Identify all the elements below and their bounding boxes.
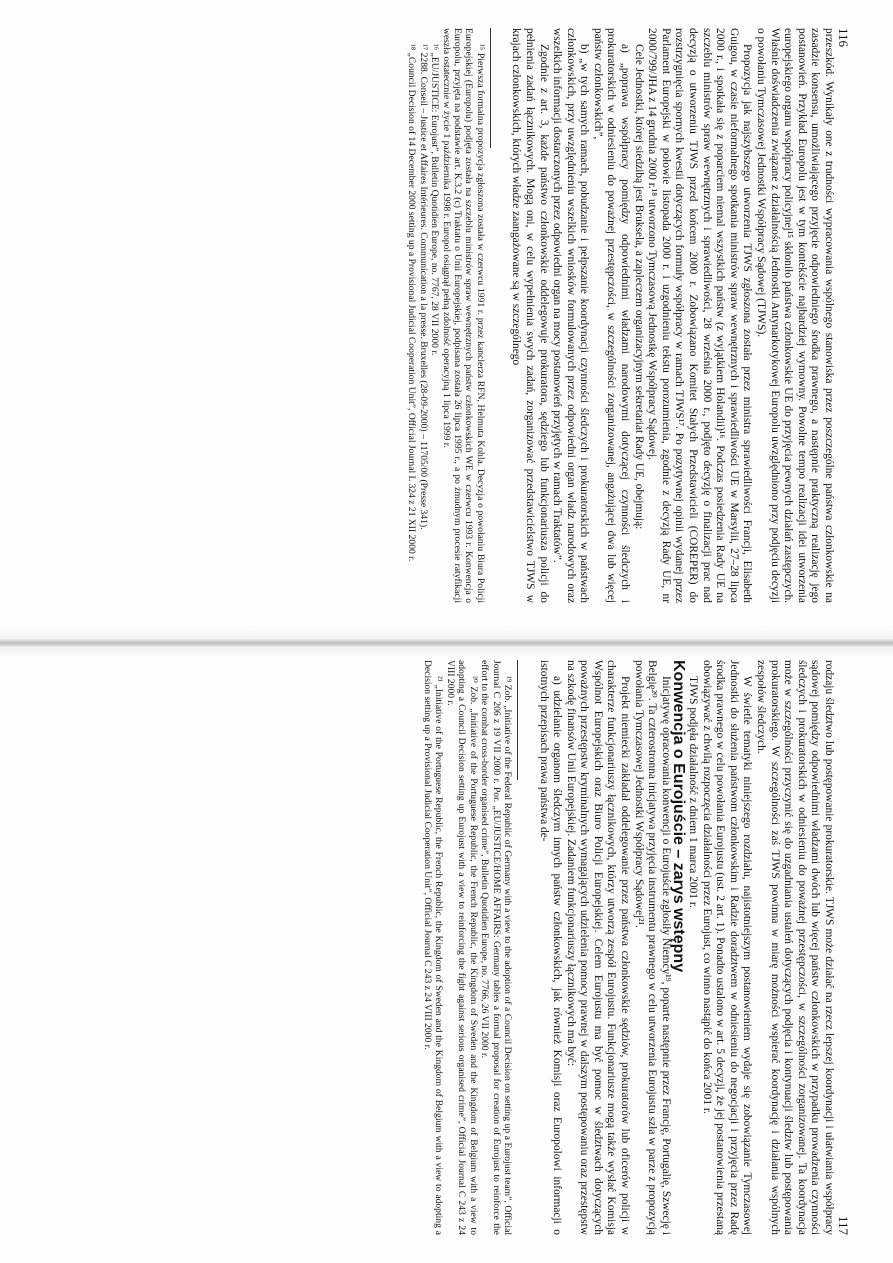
paragraph: rodzaju śledztwo lub postępowanie prokuratorskie. TJWS może działać na rzecz lepszej koordynacji i ułatwiania współpracy sądowej pomiędzy odpowiednimi władzami dwóch lub więcej państw członkowskich w przypadku prowadzenia czynności śledczych i prokuratorskich w odniesieniu do poważnej przestępczości, w szczególności zorganizowanej. Ta koordynacja może w szczególności przyczynić się do uzgadniania ustaleń dotyczących podjęcia i kontynuacji śledztw lub postępowania prokuratorskiego. W szczególności zaś TJWS powinna w miarę możności wspierać koordynację i działania wspólnych zespołów śledczych. xyxy=(755,660,835,1235)
paragraph: Projekt niemiecki zakładał oddelegowanie przez państwa członkowskie sędziów, prokuratorów lub oficerów policji w charakterze funkcjonariuszy łącznikowych, którzy utworzą zespół Eurojustu. Funkcjonariusze mogą także wysłać Komisja Wspólnot Europejskich oraz Biuro Policji Europejskiej. Celem Eurojustu ma być pomoc w śledztwach dotyczących poważnych przestępstw kryminalnych wymagających udzielenia pomocy prawnej w dalszym postępowaniu oraz przestępstw na szkodę finansów Unii Europejskiej. Zadaniem funkcjonariuszy łącznikowych ma być: xyxy=(564,660,632,1235)
paragraph: TJWS podjęła działalność z dniem 1 marca 2001 r. xyxy=(687,676,700,908)
paragraph: a) udzielanie organom śledczym innych państw członkowskich, jak również Komisji oraz Europolowi informacji o istotnych przepisach prawa państwa de- xyxy=(537,660,564,1235)
section-heading: Konwencja o Eurojuście – zarys wstępny xyxy=(670,660,688,973)
paragraph: Zgodnie z art. 3, każde państwo członkowskie oddelegowuje prokuratora, sędziego lub funkcjonariusza policji do pełnienia zadań łącznikowych. Mogą oni, w celu wypełnienia swych zadań, zorganizować przedstawicielstwo TJWS w krajach członkowskich, których władze zaangażowane są w szczególnego xyxy=(510,28,550,603)
paragraph: Cele Jednostki, której siedzibą jest Bruksela, a zapleczem organizacyjnym sekretariat Rady UE, obejmują: xyxy=(632,44,645,530)
footnote-divider xyxy=(490,28,491,148)
paragraph: przeszkód. Wynikały one z trudności wypracowania wspólnego stanowiska przez poszczególne państwa członkowskie na zasadzie konsensu, umożliwiającego przyjęcie odpowiedniego środka prawnego, a następnie praktyczną realizację jego postanowień. Przykład Europolu jest w tym kontekście najbardziej wymowny. Powolne tempo realizacji idei utworzenia europejskiego organu współpracy policyjnej¹⁵ skłoniło państwa członkowskie UE do przyjęcia pewnych działań zastępczych. Właśnie doświadczenia związane z działalnością Jednostki Antynarkotykowej Europolu uwzględniono przy podjęciu decyzji o powołaniu Tymczasowej Jednostki Współpracy Sądowej (TJWS). xyxy=(755,28,835,603)
footnote: ¹⁵ Pierwsza formalna propozycja zgłoszona została w czerwcu 1991 r. przez kanclerza RFN, Helmuta Kohla. Decyzja o powołaniu Biura Policji Europejskiej (Europolu) podjęta została na szczeblu ministrów spraw wewnętrznych państw członkowskich WE w czerwcu 1993 r. Konwencja o Europolu, przyjęta na podstawie art. K.3.2 (c) Traktatu o Unii Europejskiej, podpisana została 26 lipca 1995 r., a po żmudnym procesie ratyfikacji weszła ostatecznie w życie 1 października 1998 r. Europol osiągnął pełną zdolność operacyjną 1 lipca 1999 r. xyxy=(440,28,486,603)
footnote: ²⁰ Zob. „Initiative of the Portuguese Republic, the French Republic, the Kingdom of Sweden and the Kingdom of Belgium with a view to adopting a Council Decision setting up Eurojust with a view to reinforcing the fight against serious organised crime”, Official Journal C 243 z 24 VIII 2000 r. xyxy=(444,660,479,1235)
page-number-right: 117 xyxy=(836,1215,851,1235)
paragraph: Propozycja jak najszybszego utworzenia TJWS zgłoszona została przez ministra sprawiedliwości Francji, Elisabeth Guigou, w czasie nieformalnego spotkania ministrów spraw wewnętrznych i sprawiedliwości UE w Marsylii, 27–28 lipca 2000 r., i spotkała się z poparciem niemal wszystkich państw (z wyjątkiem Holandii)¹⁶. Podczas posiedzenia Rady UE na szczeblu ministrów spraw wewnętrznych i sprawiedliwości, 28 września 2000 r., podjęto decyzję o finalizacji prac nad decyzją o utworzeniu TJWS przed końcem 2000 r. Zobowiązano Komitet Stałych Przedstawicieli (COREPER) do rozstrzygnięcia spornych kwestii dotyczących formuły współpracy w ramach TJWS¹⁷. Po pozytywnej opinii wydanej przez Parlament Europejski w połowie listopada 2000 r. i uzgodnieniu tekstu porozumienia, zgodnie z decyzją Rady UE, nr 2000/799/JHA z 14 grudnia 2000 r.¹⁸ utworzono Tymczasową Jednostkę Współpracy Sądowej. xyxy=(646,28,754,603)
footnote: ¹⁶ „EU/JUSTICE: Eurojust”, Bulletin Quotidien Europe, no. 7767, 28 VII 2000 r. xyxy=(429,44,441,356)
right-page-body xyxy=(28,660,835,1235)
paragraph: Inicjatywę opracowania konwencji o Eurojuście zgłosiły Niemcy¹⁹, poparte następnie przez Francję, Portugalię, Szwecję i Belgię²⁰. Ta czterostronna inicjatywa przyjęcia instrumentu prawnego w celu utworzenia Eurojustu szła w parze z propozycją powołania Tymczasowej Jednostki Współpracy Sądowej²¹. xyxy=(632,660,672,1235)
paragraph: a) „poprawa współpracy pomiędzy odpowiednimi władzami narodowymi dotyczącej czynności śledczych i prokuratorskich w odniesieniu do poważnej przestępczości, w szczególności zorganizowanej, angażującej dwa lub więcej państw członkowskich”, xyxy=(591,28,632,603)
footnote-divider xyxy=(517,660,518,780)
footnote: ¹⁹ Zob. „Initiative of the Federal Republic of Germany with a view to the adoption of a Council Decision on setting up a Eurojust team”, Official Journal C 206 z 19 VII 2000 r. Por. „EU/JUSTICE/HOME AFFAIRS: Germany tables a formal proposal for creation of Eurojust to reinforce the effort to the combat cross-border organised crime”, Bulletin Quotidien Europe, no. 7766, 26 VII 2000 r. xyxy=(479,660,513,1235)
page-number-left: 116 xyxy=(836,28,851,48)
footnote: ¹⁸ „Council Decision of 14 December 2000 setting up a Provisional Judicial Cooperation Unit”, Official Journal L 324 z 21 XII 2000 r. xyxy=(406,44,418,562)
left-page-body xyxy=(28,28,835,603)
paragraph: b) „w tych samych ramach, pobudzanie i pełpszanie koordynacji czynności śledczych i prokuratorskich w państwach członkowskich, przy uwzględnieniu wszelkich wniosków formułowanych przez odpowiedni organ władz narodowych oraz wszelkich informacji dostarczonych przez odpowiedni organ na mocy postanowień przyjętych w ramach Traktatów”. xyxy=(551,28,591,603)
right-page xyxy=(0,632,893,1263)
footnote: ²¹ „Initiative of the Portuguese Republic, the French Republic, the Kingdom of Sweden and the Kingdom of Belgium with a view to adopting a Decision setting up a Provisional Judicial Cooperation Unit”, Official Journal C 243 z 24 VIII 2000 r. xyxy=(422,660,445,1235)
left-page xyxy=(0,0,893,631)
footnote: ¹⁷ 2288. Conseil – Justice et Affaires Intérieures. Communication a la presse. Bruxelles (28-09-2000) – 11705/00 (Presse 341). xyxy=(417,44,429,530)
paragraph: W świetle tematyki niniejszego rozdziału, najistotniejszym postanowieniem wydaje się zobowiązanie Tymczasowej Jednostki do służenia państwom członkowskim i Radzie doradztwem w odniesieniu do negocjacji i przyjęcia przez Radę środka prawnego w celu powołania Eurojustu (ust. 2 art. 1). Ponadto ustalono w art. 5 decyzji, że jej postanowienia przestaną obowiązywać z chwilą rozpoczęcia działalności przez Eurojust, co winno nastąpić do końca 2001 r. xyxy=(700,660,754,1235)
